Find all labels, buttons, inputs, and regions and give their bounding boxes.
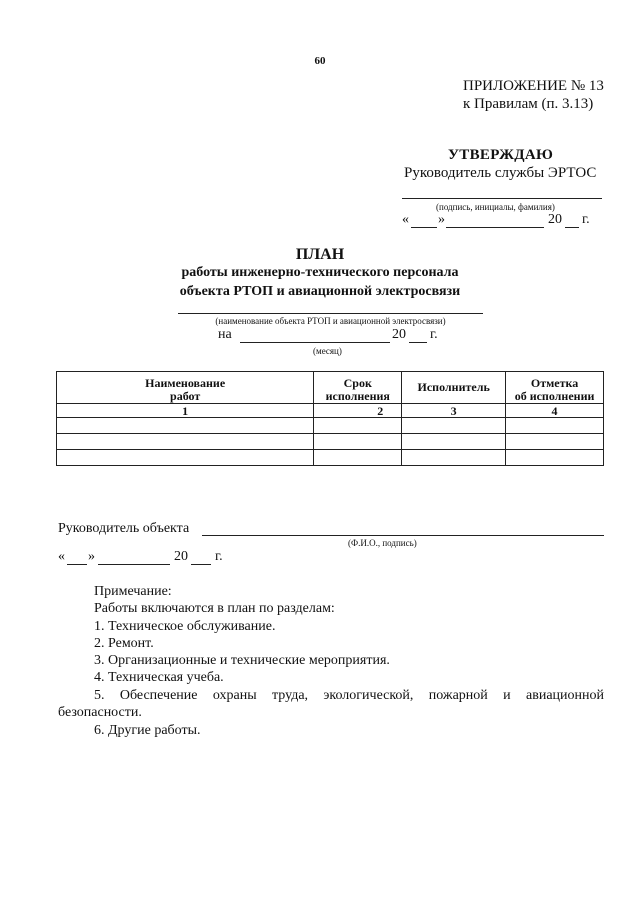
column-number-row [57,404,604,418]
header-executor: Исполнитель [402,372,506,404]
note-item: 3. Организационные и технические мероприятия. [94,653,390,668]
table-row [57,434,604,450]
plan-period [218,327,458,345]
object-head-caption: (Ф.И.О., подпись) [348,538,417,548]
plan-subtitle-2: объекта РТОП и авиационной электросвязи [179,284,461,299]
appendix-reference: к Правилам (п. 3.13) [463,96,594,112]
approval-date [402,212,602,230]
footer-year-blank [191,564,211,565]
approval-signature-line [402,198,602,199]
note-item: 5. Обеспечение охраны труда, экологической, пожарной и авиационной [94,688,604,703]
plan-title: ПЛАН [295,246,345,263]
plan-year-blank [409,342,427,343]
footer-year-suffix: г. [215,549,223,564]
note-item-continuation: безопасности. [58,705,142,720]
month-caption: (месяц) [313,346,342,356]
approval-day-blank [411,227,437,228]
column-number: 4 [506,404,604,418]
footer-month-blank [98,564,170,565]
footer-day-blank [67,564,87,565]
column-number: 3 [402,404,506,418]
note-item: 6. Другие работы. [94,723,201,738]
footer-date [58,549,238,567]
approval-year-suffix: г. [582,212,590,227]
plan-year-suffix: г. [430,327,438,342]
note-title: Примечание: [94,584,172,599]
approval-date-close-quote: » [438,212,445,227]
plan-table [56,371,604,466]
plan-subtitle-1: работы инженерно-технического персонала [181,265,459,280]
note-item: 4. Техническая учеба. [94,670,224,685]
footer-date-open-quote: « [58,549,65,564]
approval-year-prefix: 20 [548,212,562,227]
page-number: 60 [314,55,326,67]
footer-date-close-quote: » [88,549,95,564]
header-deadline: Срок исполнения [314,372,402,404]
object-name-line [178,313,483,314]
note-intro: Работы включаются в план по разделам: [94,601,335,616]
approval-year-blank [565,227,579,228]
object-head-signature-line [202,535,604,536]
note-item: 1. Техническое обслуживание. [94,619,276,634]
column-number: 1 [57,404,314,418]
object-name-caption: (наименование объекта РТОП и авиационной электросвязи) [215,316,446,326]
approval-signature-caption: (подпись, инициалы, фамилия) [436,202,555,212]
header-completion-mark: Отметка об исполнении [506,372,604,404]
header-work-name: Наименование работ [57,372,314,404]
plan-month-blank [240,342,390,343]
column-number: 2 [314,404,402,418]
object-head-label: Руководитель объекта [58,521,190,536]
footer-year-prefix: 20 [174,549,188,564]
table-header-row [57,372,604,404]
plan-period-prefix: на [218,327,232,342]
approval-heading: УТВЕРЖДАЮ [448,147,554,163]
note-item: 2. Ремонт. [94,636,154,651]
approval-month-blank [446,227,544,228]
approval-date-open-quote: « [402,212,409,227]
plan-year-prefix: 20 [392,327,406,342]
appendix-title: ПРИЛОЖЕНИЕ № 13 [463,78,604,94]
table-row [57,418,604,434]
approval-role: Руководитель службы ЭРТОС [404,165,597,181]
table-row [57,450,604,466]
